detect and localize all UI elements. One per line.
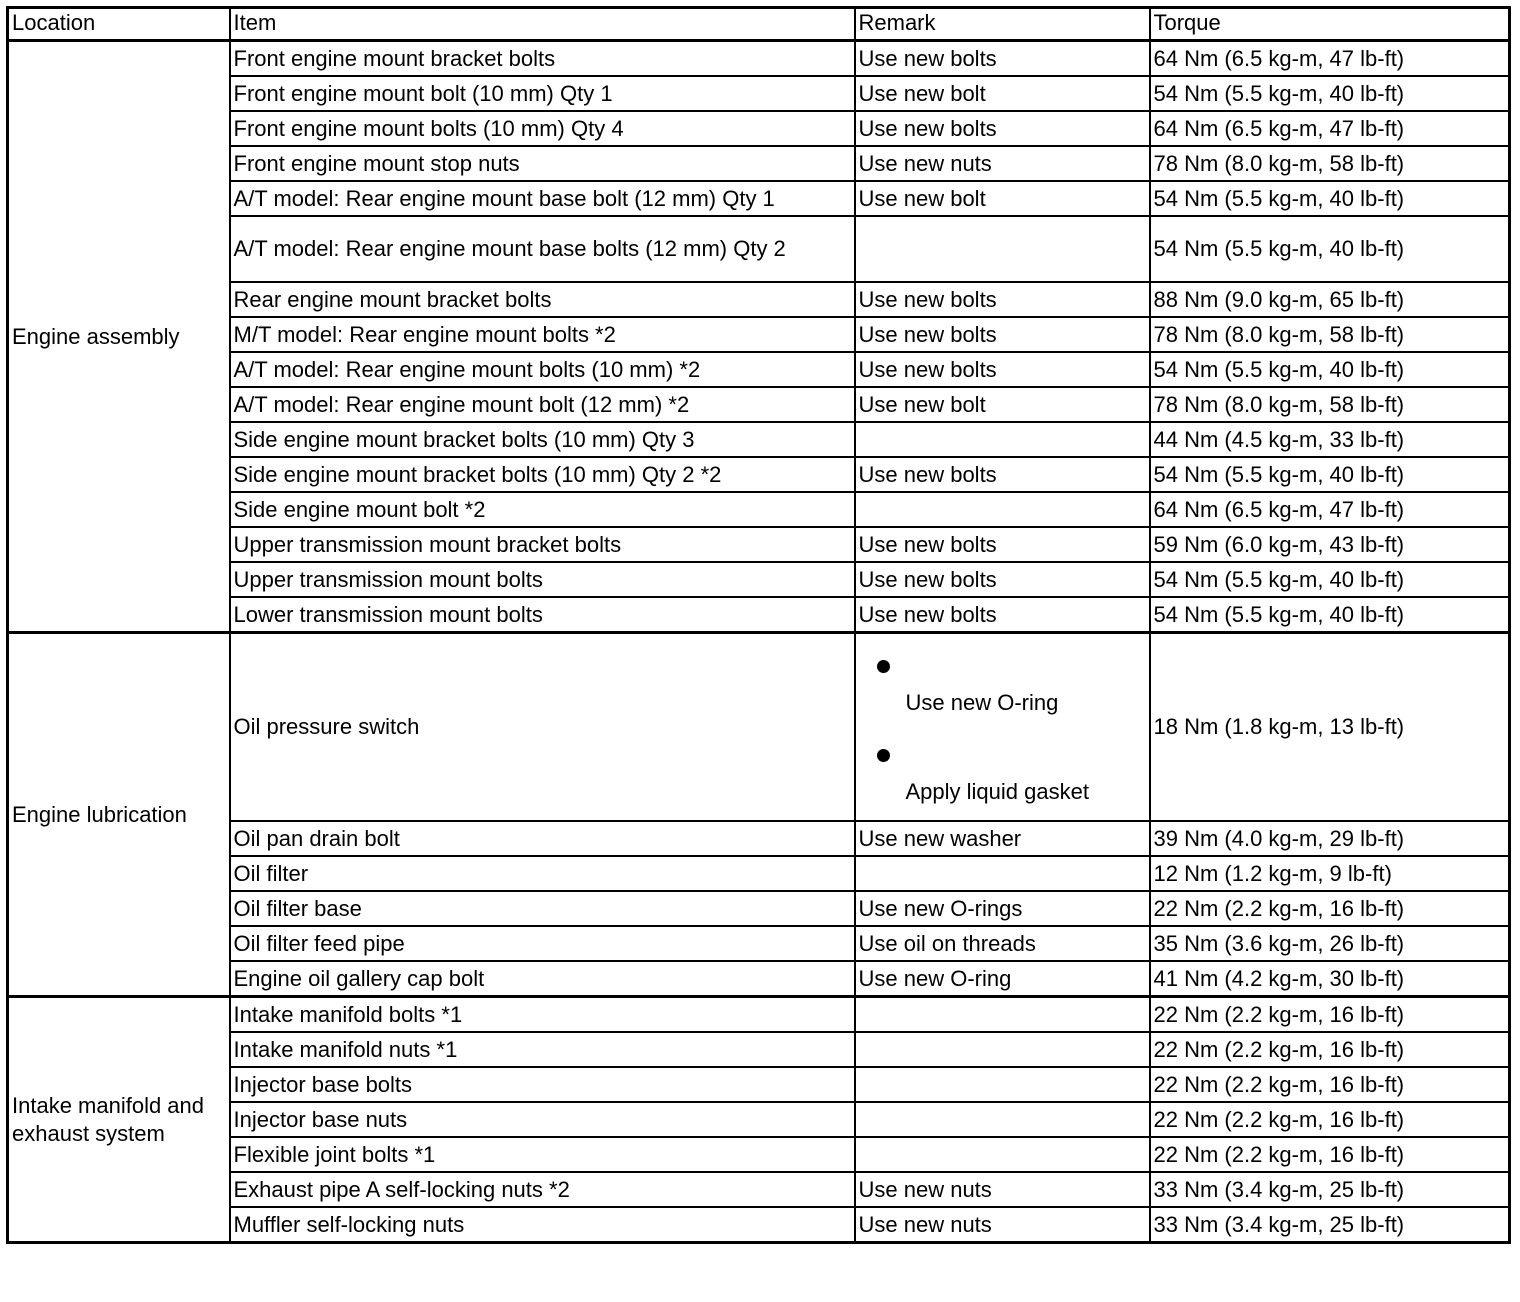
- location-cell: Intake manifold and exhaust system: [8, 997, 230, 1243]
- remark-cell: Use new bolts: [855, 41, 1150, 77]
- table-row: [8, 146, 1510, 181]
- remark-cell: Use new nuts: [855, 1207, 1150, 1243]
- torque-cell: 78 Nm (8.0 kg-m, 58 lb-ft): [1150, 387, 1510, 422]
- item-cell: A/T model: Rear engine mount base bolts (12 mm) Qty 2: [230, 216, 855, 282]
- item-cell: Oil filter base: [230, 891, 855, 926]
- torque-cell: 22 Nm (2.2 kg-m, 16 lb-ft): [1150, 1137, 1510, 1172]
- torque-cell: 22 Nm (2.2 kg-m, 16 lb-ft): [1150, 997, 1510, 1033]
- remark-cell: Use new bolts: [855, 562, 1150, 597]
- remark-cell: Use new bolts: [855, 352, 1150, 387]
- item-cell: Side engine mount bolt *2: [230, 492, 855, 527]
- torque-cell: 39 Nm (4.0 kg-m, 29 lb-ft): [1150, 821, 1510, 856]
- item-cell: Upper transmission mount bracket bolts: [230, 527, 855, 562]
- remark-cell: [855, 856, 1150, 891]
- remark-cell: [855, 216, 1150, 282]
- remark-cell: [855, 422, 1150, 457]
- remark-cell: [855, 1067, 1150, 1102]
- remark-cell: [855, 633, 1150, 822]
- torque-cell: 54 Nm (5.5 kg-m, 40 lb-ft): [1150, 216, 1510, 282]
- remark-cell: Use new bolts: [855, 527, 1150, 562]
- table-row: [8, 457, 1510, 492]
- torque-cell: 22 Nm (2.2 kg-m, 16 lb-ft): [1150, 1067, 1510, 1102]
- remark-cell: Use new washer: [855, 821, 1150, 856]
- item-cell: Front engine mount stop nuts: [230, 146, 855, 181]
- table-row: [8, 633, 1510, 822]
- table-row: [8, 821, 1510, 856]
- torque-spec-table: [6, 6, 1511, 1244]
- remark-cell: Use new O-ring: [855, 961, 1150, 997]
- header-torque: Torque: [1150, 8, 1510, 41]
- remark-cell: Use new bolts: [855, 317, 1150, 352]
- item-cell: Injector base nuts: [230, 1102, 855, 1137]
- table-row: [8, 216, 1510, 282]
- bullet-icon: [877, 660, 890, 673]
- item-cell: Oil pressure switch: [230, 633, 855, 822]
- item-cell: A/T model: Rear engine mount base bolt (12 mm) Qty 1: [230, 181, 855, 216]
- remark-cell: Use new bolts: [855, 597, 1150, 633]
- torque-cell: 64 Nm (6.5 kg-m, 47 lb-ft): [1150, 492, 1510, 527]
- table-row: [8, 997, 1510, 1033]
- item-cell: Side engine mount bracket bolts (10 mm) Qty 2 *2: [230, 457, 855, 492]
- table-row: [8, 1032, 1510, 1067]
- header-item: Item: [230, 8, 855, 41]
- item-cell: Oil filter feed pipe: [230, 926, 855, 961]
- item-cell: Injector base bolts: [230, 1067, 855, 1102]
- torque-cell: 54 Nm (5.5 kg-m, 40 lb-ft): [1150, 562, 1510, 597]
- torque-cell: 12 Nm (1.2 kg-m, 9 lb-ft): [1150, 856, 1510, 891]
- item-cell: Engine oil gallery cap bolt: [230, 961, 855, 997]
- table-row: [8, 1067, 1510, 1102]
- table-row: [8, 387, 1510, 422]
- torque-cell: 44 Nm (4.5 kg-m, 33 lb-ft): [1150, 422, 1510, 457]
- item-cell: Upper transmission mount bolts: [230, 562, 855, 597]
- item-cell: Front engine mount bolt (10 mm) Qty 1: [230, 76, 855, 111]
- group-engine-assembly: [8, 41, 1510, 633]
- header-remark: Remark: [855, 8, 1150, 41]
- table-row: [8, 41, 1510, 77]
- item-cell: Muffler self-locking nuts: [230, 1207, 855, 1243]
- torque-cell: 41 Nm (4.2 kg-m, 30 lb-ft): [1150, 961, 1510, 997]
- remark-list-text: Apply liquid gasket: [905, 779, 1089, 804]
- remark-cell: [855, 1032, 1150, 1067]
- torque-cell: 22 Nm (2.2 kg-m, 16 lb-ft): [1150, 1032, 1510, 1067]
- item-cell: M/T model: Rear engine mount bolts *2: [230, 317, 855, 352]
- remark-cell: Use new bolt: [855, 387, 1150, 422]
- remark-cell: Use new bolt: [855, 181, 1150, 216]
- item-cell: Oil filter: [230, 856, 855, 891]
- remark-list-item: [859, 737, 1146, 806]
- torque-cell: 64 Nm (6.5 kg-m, 47 lb-ft): [1150, 111, 1510, 146]
- item-cell: Flexible joint bolts *1: [230, 1137, 855, 1172]
- location-cell: Engine lubrication: [8, 633, 230, 997]
- table-row: [8, 492, 1510, 527]
- table-row: [8, 961, 1510, 997]
- item-cell: Front engine mount bracket bolts: [230, 41, 855, 77]
- torque-cell: 54 Nm (5.5 kg-m, 40 lb-ft): [1150, 457, 1510, 492]
- torque-cell: 59 Nm (6.0 kg-m, 43 lb-ft): [1150, 527, 1510, 562]
- bullet-icon: [877, 749, 890, 762]
- remark-cell: Use new bolts: [855, 282, 1150, 317]
- table-row: [8, 926, 1510, 961]
- torque-cell: 78 Nm (8.0 kg-m, 58 lb-ft): [1150, 317, 1510, 352]
- header-row: [8, 8, 1510, 41]
- torque-cell: 54 Nm (5.5 kg-m, 40 lb-ft): [1150, 181, 1510, 216]
- torque-cell: 35 Nm (3.6 kg-m, 26 lb-ft): [1150, 926, 1510, 961]
- item-cell: Lower transmission mount bolts: [230, 597, 855, 633]
- table-row: [8, 282, 1510, 317]
- remark-cell: Use new bolt: [855, 76, 1150, 111]
- torque-cell: 54 Nm (5.5 kg-m, 40 lb-ft): [1150, 597, 1510, 633]
- remark-cell: [855, 492, 1150, 527]
- remark-cell: [855, 1102, 1150, 1137]
- remark-cell: Use oil on threads: [855, 926, 1150, 961]
- table-row: [8, 1137, 1510, 1172]
- table-row: [8, 181, 1510, 216]
- table-row: [8, 422, 1510, 457]
- torque-cell: 18 Nm (1.8 kg-m, 13 lb-ft): [1150, 633, 1510, 822]
- torque-cell: 22 Nm (2.2 kg-m, 16 lb-ft): [1150, 891, 1510, 926]
- table-row: [8, 352, 1510, 387]
- item-cell: A/T model: Rear engine mount bolts (10 mm) *2: [230, 352, 855, 387]
- torque-cell: 88 Nm (9.0 kg-m, 65 lb-ft): [1150, 282, 1510, 317]
- table-row: [8, 1102, 1510, 1137]
- item-cell: Side engine mount bracket bolts (10 mm) Qty 3: [230, 422, 855, 457]
- group-intake-exhaust: [8, 997, 1510, 1243]
- item-cell: Intake manifold bolts *1: [230, 997, 855, 1033]
- table-row: [8, 856, 1510, 891]
- item-cell: Front engine mount bolts (10 mm) Qty 4: [230, 111, 855, 146]
- location-cell: Engine assembly: [8, 41, 230, 633]
- group-engine-lubrication: [8, 633, 1510, 997]
- torque-cell: 33 Nm (3.4 kg-m, 25 lb-ft): [1150, 1207, 1510, 1243]
- torque-cell: 54 Nm (5.5 kg-m, 40 lb-ft): [1150, 352, 1510, 387]
- torque-cell: 22 Nm (2.2 kg-m, 16 lb-ft): [1150, 1102, 1510, 1137]
- item-cell: Oil pan drain bolt: [230, 821, 855, 856]
- table-row: [8, 891, 1510, 926]
- torque-cell: 78 Nm (8.0 kg-m, 58 lb-ft): [1150, 146, 1510, 181]
- remark-list-text: Use new O-ring: [905, 690, 1059, 715]
- table-row: [8, 1172, 1510, 1207]
- remark-list-item: [859, 648, 1146, 717]
- item-cell: Intake manifold nuts *1: [230, 1032, 855, 1067]
- item-cell: Rear engine mount bracket bolts: [230, 282, 855, 317]
- item-cell: Exhaust pipe A self-locking nuts *2: [230, 1172, 855, 1207]
- torque-cell: 54 Nm (5.5 kg-m, 40 lb-ft): [1150, 76, 1510, 111]
- table-row: [8, 317, 1510, 352]
- remark-cell: Use new bolts: [855, 457, 1150, 492]
- remark-list: [859, 648, 1146, 806]
- table-row: [8, 597, 1510, 633]
- table-row: [8, 111, 1510, 146]
- remark-cell: Use new nuts: [855, 146, 1150, 181]
- table-row: [8, 562, 1510, 597]
- table-row: [8, 76, 1510, 111]
- remark-cell: [855, 997, 1150, 1033]
- table-row: [8, 1207, 1510, 1243]
- header-location: Location: [8, 8, 230, 41]
- torque-cell: 33 Nm (3.4 kg-m, 25 lb-ft): [1150, 1172, 1510, 1207]
- remark-cell: Use new nuts: [855, 1172, 1150, 1207]
- table-row: [8, 527, 1510, 562]
- item-cell: A/T model: Rear engine mount bolt (12 mm) *2: [230, 387, 855, 422]
- torque-cell: 64 Nm (6.5 kg-m, 47 lb-ft): [1150, 41, 1510, 77]
- remark-cell: Use new O-rings: [855, 891, 1150, 926]
- remark-cell: Use new bolts: [855, 111, 1150, 146]
- remark-cell: [855, 1137, 1150, 1172]
